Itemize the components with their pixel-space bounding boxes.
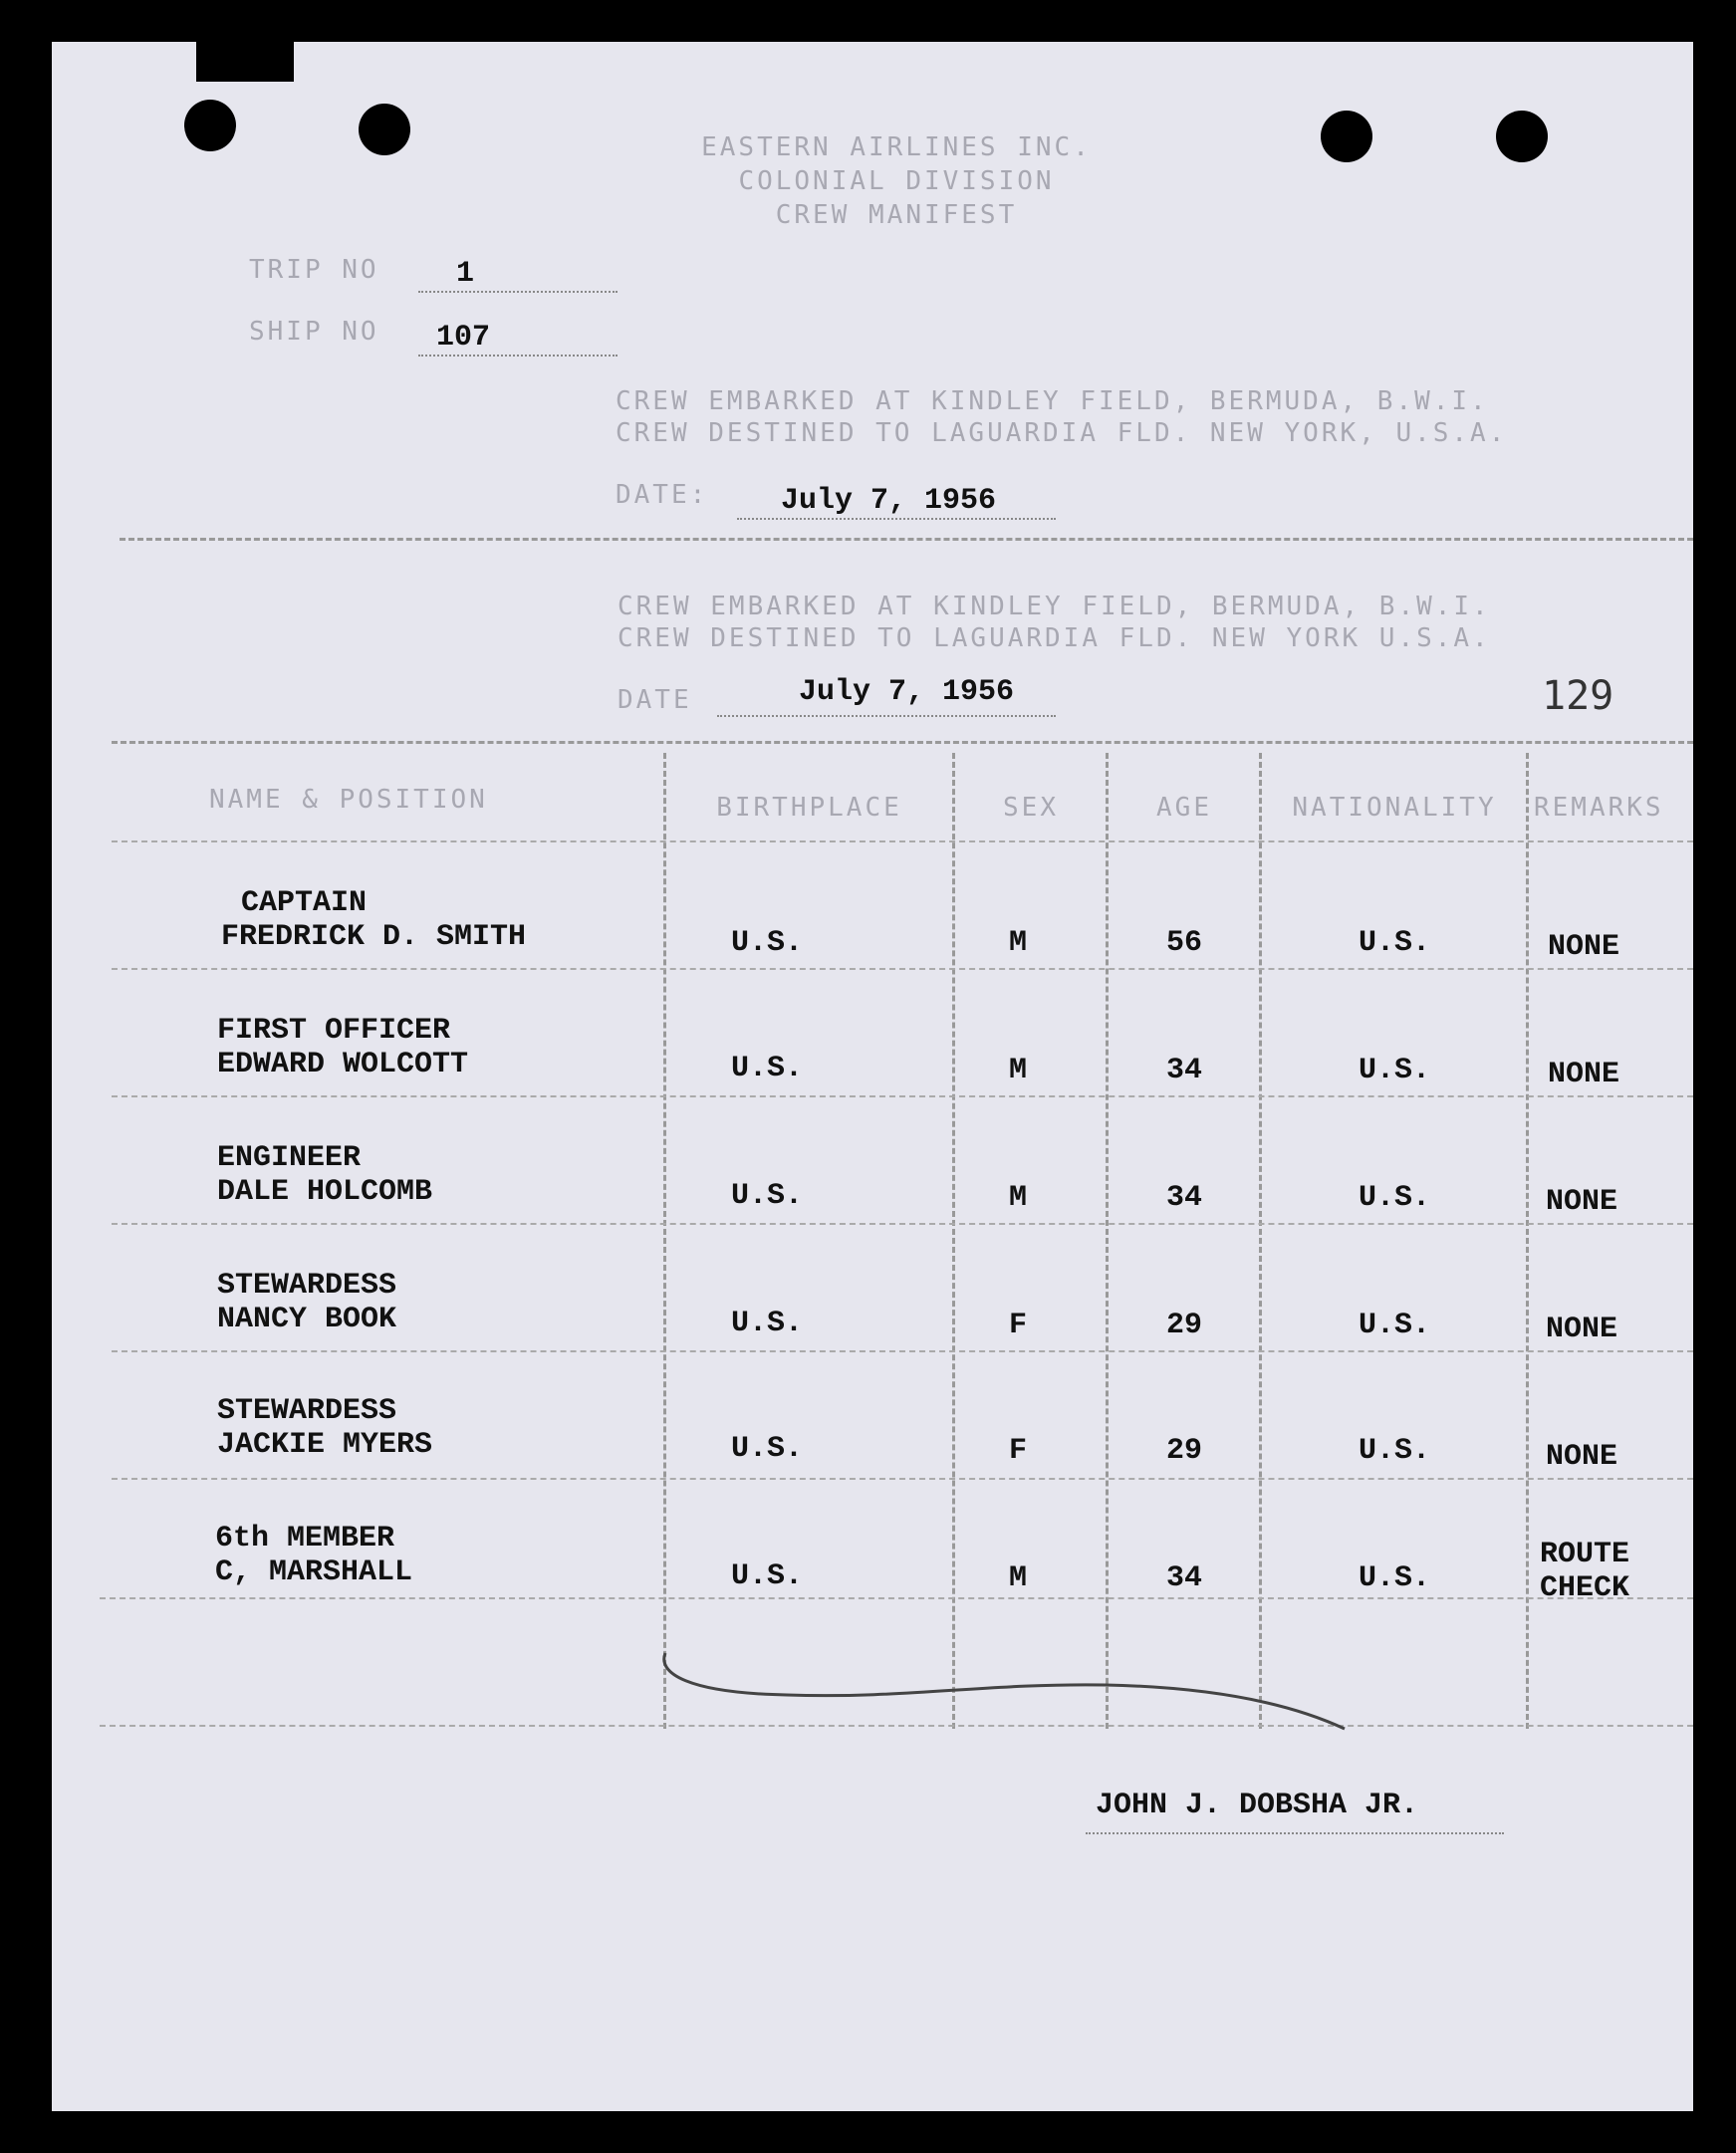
crew-remarks: NONE [1546,1313,1618,1346]
crew-age: 34 [1165,1181,1202,1215]
punch-hole [1496,111,1548,162]
crew-remarks: ROUTE CHECK [1540,1538,1630,1605]
signature-underline [1086,1832,1504,1834]
crew-birthplace: U.S. [730,1559,803,1593]
crew-birthplace: U.S. [730,1179,803,1213]
column-divider [1526,753,1529,1729]
crew-age: 29 [1165,1434,1202,1468]
crew-nationality: U.S. [1358,1434,1430,1468]
row-separator [112,1095,1693,1097]
crew-remarks: NONE [1546,1440,1618,1474]
crew-nationality: U.S. [1358,1054,1430,1087]
header-name-position: NAME & POSITION [209,785,488,815]
crew-birthplace: U.S. [730,1432,803,1466]
punch-hole [184,100,236,151]
crew-nationality: U.S. [1358,1309,1430,1342]
date-underline-1 [737,518,1056,520]
crew-birthplace: U.S. [730,1052,803,1085]
crew-sex: F [1008,1309,1027,1342]
crew-age: 34 [1165,1054,1202,1087]
date-label-2: DATE [618,685,692,715]
crew-remarks: NONE [1546,1185,1618,1219]
column-divider [1106,753,1109,1729]
header-birthplace: BIRTHPLACE [716,793,902,823]
crew-name: DALE HOLCOMB [217,1175,433,1209]
crew-position: 6th MEMBER [215,1522,395,1555]
trip-number-label: TRIP NO [249,255,379,285]
destined-line-2: CREW DESTINED TO LAGUARDIA FLD. NEW YORK U.S.A. [618,623,1491,653]
row-separator [112,968,1693,970]
ship-number-label: SHIP NO [249,317,379,347]
header-age: AGE [1156,793,1212,823]
crew-age: 56 [1165,926,1202,960]
row-separator [100,1597,1693,1599]
embarked-line-2: CREW EMBARKED AT KINDLEY FIELD, BERMUDA, B.W.I. [618,592,1491,621]
crew-nationality: U.S. [1358,1561,1430,1595]
crew-sex: F [1008,1434,1027,1468]
crew-position: CAPTAIN [241,886,368,920]
crew-name: FREDRICK D. SMITH [221,920,527,954]
form-title: CREW MANIFEST [775,200,1018,230]
crew-age: 34 [1165,1561,1202,1595]
ship-number-value: 107 [436,321,491,355]
crew-birthplace: U.S. [730,926,803,960]
header-nationality: NATIONALITY [1292,793,1497,823]
column-divider [663,753,666,1729]
crew-name: EDWARD WOLCOTT [217,1048,469,1081]
crew-position: STEWARDESS [217,1394,397,1428]
date-value-1: July 7, 1956 [781,484,997,518]
crew-remarks: NONE [1548,1058,1620,1091]
crew-position: FIRST OFFICER [217,1014,451,1048]
column-divider [952,753,955,1729]
row-separator [112,1478,1693,1480]
crew-remarks: NONE [1548,930,1620,964]
row-separator [112,1350,1693,1352]
header-remarks: REMARKS [1534,793,1664,823]
embarked-line-1: CREW EMBARKED AT KINDLEY FIELD, BERMUDA, B.W.I. [616,386,1489,416]
destined-line-1: CREW DESTINED TO LAGUARDIA FLD. NEW YORK, U.S.A. [616,418,1508,448]
ship-underline [418,355,618,357]
trip-underline [418,291,618,293]
crew-position: STEWARDESS [217,1269,397,1303]
page-number: 129 [1542,673,1614,719]
division-name: COLONIAL DIVISION [738,166,1055,196]
crew-sex: M [1008,1054,1027,1087]
date-value-2: July 7, 1956 [799,675,1015,709]
crew-sex: M [1008,1181,1027,1215]
row-separator [112,1223,1693,1225]
header-sex: SEX [1003,793,1059,823]
ink-stroke [647,1633,1384,1743]
column-divider [1259,753,1262,1729]
section-divider [120,538,1693,541]
crew-nationality: U.S. [1358,1181,1430,1215]
crew-sex: M [1008,926,1027,960]
punch-hole [1321,111,1372,162]
page-tab [196,40,294,82]
crew-name: C, MARSHALL [215,1555,413,1589]
signature-name: JOHN J. DOBSHA JR. [1096,1789,1419,1822]
trip-number-value: 1 [456,257,475,291]
punch-hole [359,104,410,155]
crew-sex: M [1008,1561,1027,1595]
crew-birthplace: U.S. [730,1307,803,1340]
crew-age: 29 [1165,1309,1202,1342]
date-underline-2 [717,715,1056,717]
table-header-border [112,840,1693,842]
date-label-1: DATE: [616,480,709,510]
crew-nationality: U.S. [1358,926,1430,960]
crew-position: ENGINEER [217,1141,362,1175]
crew-name: NANCY BOOK [217,1303,397,1336]
company-name: EASTERN AIRLINES INC. [701,132,1092,162]
crew-name: JACKIE MYERS [217,1428,433,1462]
table-top-border [112,741,1693,744]
